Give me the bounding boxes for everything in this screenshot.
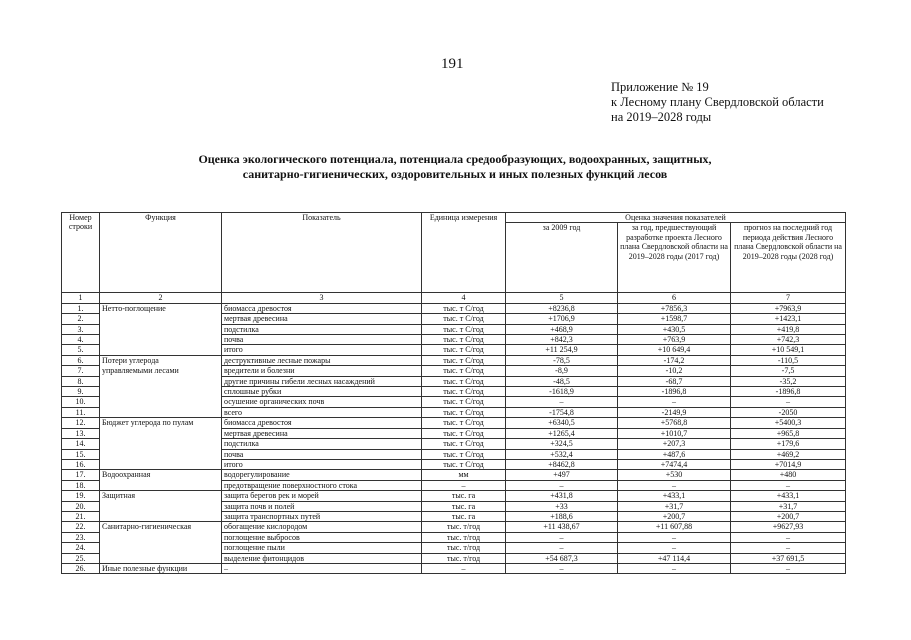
function-cell (100, 407, 222, 417)
row-number: 18. (62, 480, 100, 490)
value-2017: +430,5 (618, 324, 731, 334)
table-row (62, 345, 846, 355)
row-number: 9. (62, 387, 100, 397)
column-number-row (62, 293, 846, 303)
row-number: 24. (62, 543, 100, 553)
unit-cell: тыс. т С/год (422, 459, 506, 469)
indicator-cell: осушение органических почв (222, 397, 422, 407)
value-2028: +9627,93 (731, 522, 846, 532)
value-2009: +8462,8 (506, 459, 618, 469)
row-number: 12. (62, 418, 100, 428)
value-2009: – (506, 532, 618, 542)
indicator-cell: всего (222, 407, 422, 417)
page-number: 191 (441, 56, 464, 72)
function-cell (100, 501, 222, 511)
table-row (62, 303, 846, 313)
value-2028: -1896,8 (731, 387, 846, 397)
table-row (62, 480, 846, 490)
col-number: 4 (422, 293, 506, 303)
value-2028: +5400,3 (731, 418, 846, 428)
indicator-cell: предотвращение поверхностного стока (222, 480, 422, 490)
value-2028: +7963,9 (731, 303, 846, 313)
indicator-cell: выделение фитонцидов (222, 553, 422, 563)
unit-cell: тыс. т С/год (422, 303, 506, 313)
value-2028: +419,8 (731, 324, 846, 334)
value-2028: +37 691,5 (731, 553, 846, 563)
value-2028: +433,1 (731, 491, 846, 501)
header-unit: Единица измерения (422, 213, 506, 293)
value-2009: +532,4 (506, 449, 618, 459)
value-2017: +207,3 (618, 439, 731, 449)
indicator-cell: защита транспортных путей (222, 511, 422, 521)
function-cell (100, 324, 222, 334)
value-2017: -68,7 (618, 376, 731, 386)
appendix-line-1: Приложение № 19 (611, 80, 709, 94)
indicator-cell: мертвая древесина (222, 314, 422, 324)
value-2017: +5768,8 (618, 418, 731, 428)
title-line-2: санитарно-гигиенических, оздоровительных и иных полезных функций лесов (242, 167, 668, 181)
function-cell: Защитная (100, 491, 222, 501)
table-row (62, 470, 846, 480)
indicator-cell: почва (222, 449, 422, 459)
value-2017: +11 607,88 (618, 522, 731, 532)
value-2017: +10 649,4 (618, 345, 731, 355)
document-title (90, 152, 820, 182)
header-2009: за 2009 год (506, 223, 618, 293)
value-2028: – (731, 397, 846, 407)
value-2009: +324,5 (506, 439, 618, 449)
col-number: 6 (618, 293, 731, 303)
value-2028: +965,8 (731, 428, 846, 438)
function-cell (100, 480, 222, 490)
value-2009: -8,9 (506, 366, 618, 376)
value-2017: +1598,7 (618, 314, 731, 324)
function-cell: Нетто-поглощение (100, 303, 222, 313)
value-2017: +31,7 (618, 501, 731, 511)
function-cell (100, 397, 222, 407)
col-number: 2 (100, 293, 222, 303)
value-2017: – (618, 563, 731, 573)
value-2028: -7,5 (731, 366, 846, 376)
value-2017: +433,1 (618, 491, 731, 501)
row-number: 2. (62, 314, 100, 324)
table-row (62, 501, 846, 511)
indicator-cell: итого (222, 459, 422, 469)
table-row (62, 376, 846, 386)
value-2009: -1618,9 (506, 387, 618, 397)
value-2017: -2149,9 (618, 407, 731, 417)
function-cell (100, 376, 222, 386)
value-2028: +1423,1 (731, 314, 846, 324)
function-cell (100, 511, 222, 521)
value-2017: +763,9 (618, 335, 731, 345)
col-number: 7 (731, 293, 846, 303)
value-2017: – (618, 397, 731, 407)
value-2009: +188,6 (506, 511, 618, 521)
function-cell: Бюджет углерода по пулам (100, 418, 222, 428)
appendix-line-3: на 2019–2028 годы (611, 110, 712, 124)
value-2028: +469,2 (731, 449, 846, 459)
unit-cell: тыс. т С/год (422, 449, 506, 459)
row-number: 21. (62, 511, 100, 521)
value-2009: +468,9 (506, 324, 618, 334)
value-2028: – (731, 480, 846, 490)
function-cell (100, 459, 222, 469)
unit-cell: тыс. т С/год (422, 366, 506, 376)
row-number: 4. (62, 335, 100, 345)
table-row (62, 387, 846, 397)
function-cell (100, 345, 222, 355)
row-number: 26. (62, 563, 100, 573)
value-2009: +11 438,67 (506, 522, 618, 532)
value-2017: – (618, 480, 731, 490)
unit-cell: тыс. т/год (422, 532, 506, 542)
row-number: 22. (62, 522, 100, 532)
value-2009: +431,8 (506, 491, 618, 501)
value-2017: +1010,7 (618, 428, 731, 438)
header-forecast-2028: прогноз на последний год периода действия Лесного плана Свердловской области на 2019–2028 годы (2028 год) (731, 223, 846, 293)
value-2009: – (506, 397, 618, 407)
table-row (62, 355, 846, 365)
function-cell (100, 387, 222, 397)
table-row (62, 511, 846, 521)
table-row (62, 314, 846, 324)
function-cell: Санитарно-гигиеническая (100, 522, 222, 532)
indicator-cell: сплошные рубки (222, 387, 422, 397)
function-cell (100, 314, 222, 324)
indicator-cell: биомасса древостоя (222, 418, 422, 428)
row-number: 6. (62, 355, 100, 365)
table-row (62, 366, 846, 376)
unit-cell: тыс. т С/год (422, 397, 506, 407)
row-number: 19. (62, 491, 100, 501)
indicator-cell: почва (222, 335, 422, 345)
value-2017: +530 (618, 470, 731, 480)
table-row (62, 553, 846, 563)
row-number: 3. (62, 324, 100, 334)
unit-cell: – (422, 480, 506, 490)
function-cell (100, 553, 222, 563)
col-number: 1 (62, 293, 100, 303)
function-cell (100, 532, 222, 542)
table-row (62, 418, 846, 428)
table-row (62, 324, 846, 334)
header-function: Функция (100, 213, 222, 293)
row-number: 8. (62, 376, 100, 386)
table-row (62, 491, 846, 501)
indicator-cell: защита берегов рек и морей (222, 491, 422, 501)
indicator-cell: мертвая древесина (222, 428, 422, 438)
unit-cell: тыс. т С/год (422, 355, 506, 365)
unit-cell: тыс. га (422, 491, 506, 501)
unit-cell: тыс. га (422, 501, 506, 511)
indicator-cell: поглощение выбросов (222, 532, 422, 542)
value-2017: +7856,3 (618, 303, 731, 313)
unit-cell: тыс. т С/год (422, 418, 506, 428)
value-2028: +742,3 (731, 335, 846, 345)
value-2017: -174,2 (618, 355, 731, 365)
header-row-number: Номер строки (62, 213, 100, 293)
unit-cell: тыс. т/год (422, 543, 506, 553)
value-2009: -48,5 (506, 376, 618, 386)
unit-cell: – (422, 563, 506, 573)
table-row (62, 397, 846, 407)
row-number: 13. (62, 428, 100, 438)
value-2009: +33 (506, 501, 618, 511)
table-row (62, 428, 846, 438)
value-2017: +487,6 (618, 449, 731, 459)
row-number: 15. (62, 449, 100, 459)
function-cell (100, 449, 222, 459)
indicator-cell: защита почв и полей (222, 501, 422, 511)
indicator-cell: биомасса древостоя (222, 303, 422, 313)
value-2009: +1265,4 (506, 428, 618, 438)
indicator-cell: деструктивные лесные пожары (222, 355, 422, 365)
table-row (62, 407, 846, 417)
value-2009: +8236,8 (506, 303, 618, 313)
value-2028: +7014,9 (731, 459, 846, 469)
title-line-1: Оценка экологического потенциала, потенциала средообразующих, водоохранных, защитных, (198, 152, 712, 166)
row-number: 7. (62, 366, 100, 376)
value-2009: +11 254,9 (506, 345, 618, 355)
indicator-cell: поглощение пыли (222, 543, 422, 553)
value-2009: – (506, 563, 618, 573)
function-cell: Потери углерода (100, 355, 222, 365)
value-2028: +10 549,1 (731, 345, 846, 355)
value-2028: – (731, 563, 846, 573)
table-row (62, 449, 846, 459)
row-number: 23. (62, 532, 100, 542)
value-2028: +480 (731, 470, 846, 480)
table-body (62, 303, 846, 574)
function-cell (100, 428, 222, 438)
row-number: 17. (62, 470, 100, 480)
function-cell (100, 543, 222, 553)
unit-cell: тыс. га (422, 511, 506, 521)
unit-cell: тыс. т/год (422, 522, 506, 532)
row-number: 5. (62, 345, 100, 355)
unit-cell: мм (422, 470, 506, 480)
value-2009: -1754,8 (506, 407, 618, 417)
indicator-cell: водорегулирование (222, 470, 422, 480)
col-number: 5 (506, 293, 618, 303)
value-2028: – (731, 532, 846, 542)
value-2009: – (506, 480, 618, 490)
table-row (62, 522, 846, 532)
value-2017: +47 114,4 (618, 553, 731, 563)
value-2017: +200,7 (618, 511, 731, 521)
value-2028: – (731, 543, 846, 553)
function-cell (100, 439, 222, 449)
header-indicator: Показатель (222, 213, 422, 293)
function-cell: управляемыми лесами (100, 366, 222, 376)
function-cell: Водоохранная (100, 470, 222, 480)
col-number: 3 (222, 293, 422, 303)
value-2017: -10,2 (618, 366, 731, 376)
unit-cell: тыс. т С/год (422, 335, 506, 345)
header-2017: за год, предшествующий разработке проекта Лесного плана Свердловской области на 2019–2028 годы (2017 год) (618, 223, 731, 293)
unit-cell: тыс. т С/год (422, 428, 506, 438)
value-2009: +1706,9 (506, 314, 618, 324)
table-row (62, 335, 846, 345)
table-row (62, 532, 846, 542)
table-row (62, 459, 846, 469)
value-2017: +7474,4 (618, 459, 731, 469)
table-row (62, 563, 846, 573)
row-number: 14. (62, 439, 100, 449)
table-row (62, 439, 846, 449)
value-2028: -2050 (731, 407, 846, 417)
unit-cell: тыс. т С/год (422, 345, 506, 355)
value-2009: -78,5 (506, 355, 618, 365)
value-2017: -1896,8 (618, 387, 731, 397)
unit-cell: тыс. т С/год (422, 407, 506, 417)
value-2028: +200,7 (731, 511, 846, 521)
unit-cell: тыс. т С/год (422, 376, 506, 386)
appendix-header (611, 80, 824, 125)
value-2009: +842,3 (506, 335, 618, 345)
function-cell: Иные полезные функции (100, 563, 222, 573)
value-2009: +6340,5 (506, 418, 618, 428)
row-number: 20. (62, 501, 100, 511)
unit-cell: тыс. т С/год (422, 314, 506, 324)
function-cell (100, 335, 222, 345)
indicator-cell: подстилка (222, 439, 422, 449)
indicator-cell: – (222, 563, 422, 573)
unit-cell: тыс. т С/год (422, 324, 506, 334)
indicator-cell: другие причины гибели лесных насаждений (222, 376, 422, 386)
header-assessment: Оценка значения показателей (506, 213, 846, 223)
value-2028: -35,2 (731, 376, 846, 386)
unit-cell: тыс. т С/год (422, 387, 506, 397)
row-number: 10. (62, 397, 100, 407)
indicator-cell: вредители и болезни (222, 366, 422, 376)
row-number: 25. (62, 553, 100, 563)
indicator-cell: подстилка (222, 324, 422, 334)
value-2009: +497 (506, 470, 618, 480)
indicator-cell: итого (222, 345, 422, 355)
value-2009: +54 687,3 (506, 553, 618, 563)
indicator-cell: обогащение кислородом (222, 522, 422, 532)
row-number: 1. (62, 303, 100, 313)
unit-cell: тыс. т С/год (422, 439, 506, 449)
row-number: 16. (62, 459, 100, 469)
unit-cell: тыс. т/год (422, 553, 506, 563)
appendix-line-2: к Лесному плану Свердловской области (611, 95, 824, 109)
value-2009: – (506, 543, 618, 553)
value-2028: +31,7 (731, 501, 846, 511)
value-2028: -110,5 (731, 355, 846, 365)
value-2017: – (618, 532, 731, 542)
table-row (62, 543, 846, 553)
row-number: 11. (62, 407, 100, 417)
assessment-table (61, 212, 846, 574)
value-2017: – (618, 543, 731, 553)
value-2028: +179,6 (731, 439, 846, 449)
